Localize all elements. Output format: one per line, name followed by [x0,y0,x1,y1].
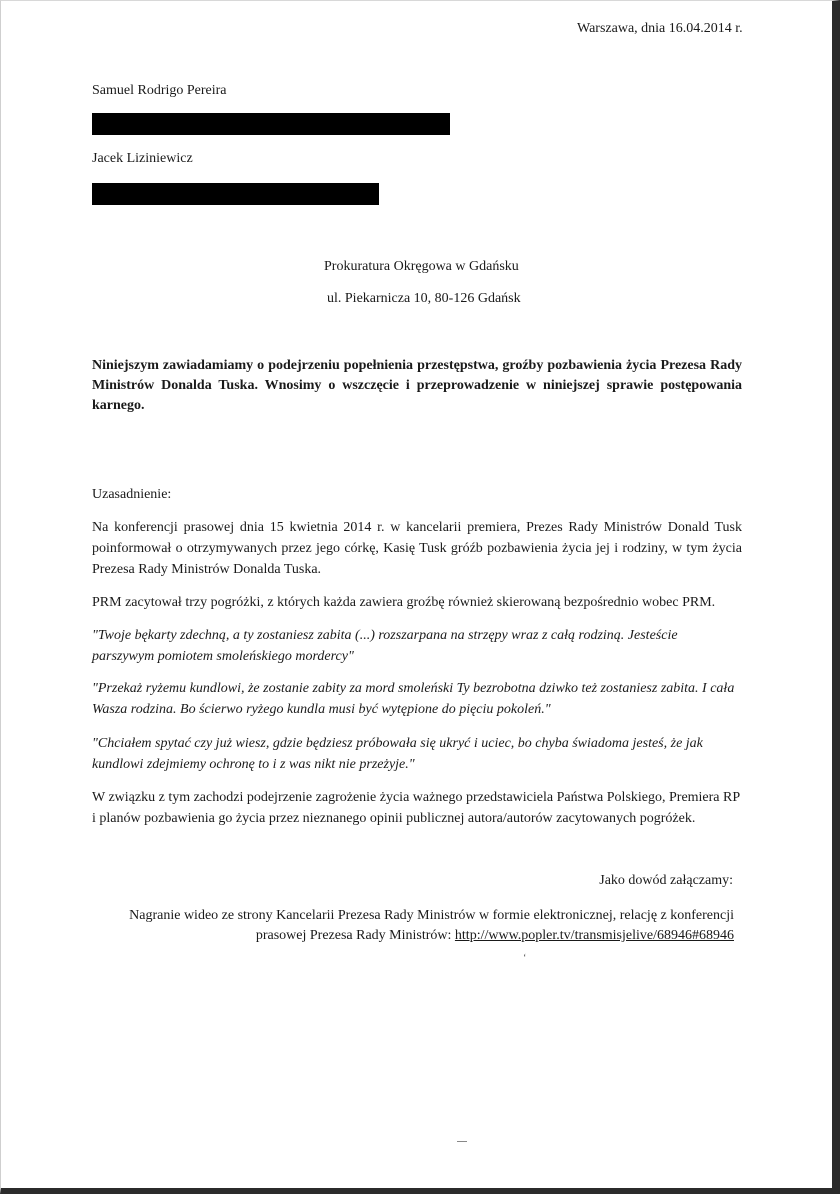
recipient-name: Prokuratura Okręgowa w Gdańsku [324,259,519,274]
paragraph-conference: Na konferencji prasowej dnia 15 kwietnia 2014 r. w kancelarii premiera, Prezes Rady Ministrów Donald Tusk poinformował o otrzymywanych przez jego córkę, Kasię Tusk gróźb pozbawienia życia jej i rodziny, w tym życia Prezesa Rady Ministrów Donalda Tuska. [92,520,742,577]
sender-name-1: Samuel Rodrigo Pereira [92,83,227,98]
redacted-address-1 [92,113,450,135]
quote-2: "Przekaż ryżemu kundlowi, że zostanie zabity za mord smoleński Ty bezrobotna dziwko też zostaniesz zabita. I cała Wasza rodzina. Bo ścierwo ryżego kundla musi być wytępione do pięciu pokoleń." [92,681,735,717]
intro-statement: Niniejszym zawiadamiamy o podejrzeniu popełnienia przestępstwa, groźby pozbawienia życia Prezesa Rady Ministrów Donalda Tuska. Wnosimy o wszczęcie i przeprowadzenie w niniejszej sprawie postępowania karnego. [92,358,742,413]
attachment-text: Nagranie wideo ze strony Kancelarii Prezesa Rady Ministrów w formie elektronicznej, relację z konferencji prasowej Prezesa Rady Ministrów: [129,908,734,943]
attachment-link[interactable]: http://www.popler.tv/transmisjelive/68946#68946 [454,928,734,943]
paragraph-threats: PRM zacytował trzy pogróżki, z których każda zawiera groźbę również skierowaną bezpośrednio wobec PRM. [92,595,716,610]
justification-heading: Uzasadnienie: [92,487,172,502]
stray-mark: ‘ [523,953,527,964]
page-dash [457,1141,467,1142]
attachment-label: Jako dowód załączamy: [599,873,733,888]
sender-name-2: Jacek Liziniewicz [92,151,193,166]
attachment-description [84,906,734,946]
quote-1: "Twoje bękarty zdechną, a ty zostaniesz zabita (...) rozszarpana na strzępy wraz z całą rodziną. Jesteście parszywym pomiotem smoleńskiego mordercy" [92,628,678,664]
recipient-address: ul. Piekarnicza 10, 80-126 Gdańsk [327,291,521,306]
document-date: Warszawa, dnia 16.04.2014 r. [577,21,743,36]
redacted-address-2 [92,183,379,205]
quote-3: "Chciałem spytać czy już wiesz, gdzie będziesz próbowała się ukryć i uciec, bo chyba świadoma jesteś, że jak kundlowi zdejmiemy ochronę to i z was nikt nie przeżyje." [92,736,703,772]
paragraph-conclusion: W związku z tym zachodzi podejrzenie zagrożenie życia ważnego przedstawiciela Państwa Polskiego, Premiera RP i planów pozbawienia go życia przez nieznanego opinii publicznej autora/autorów zacytowanych pogróżek. [92,790,740,826]
